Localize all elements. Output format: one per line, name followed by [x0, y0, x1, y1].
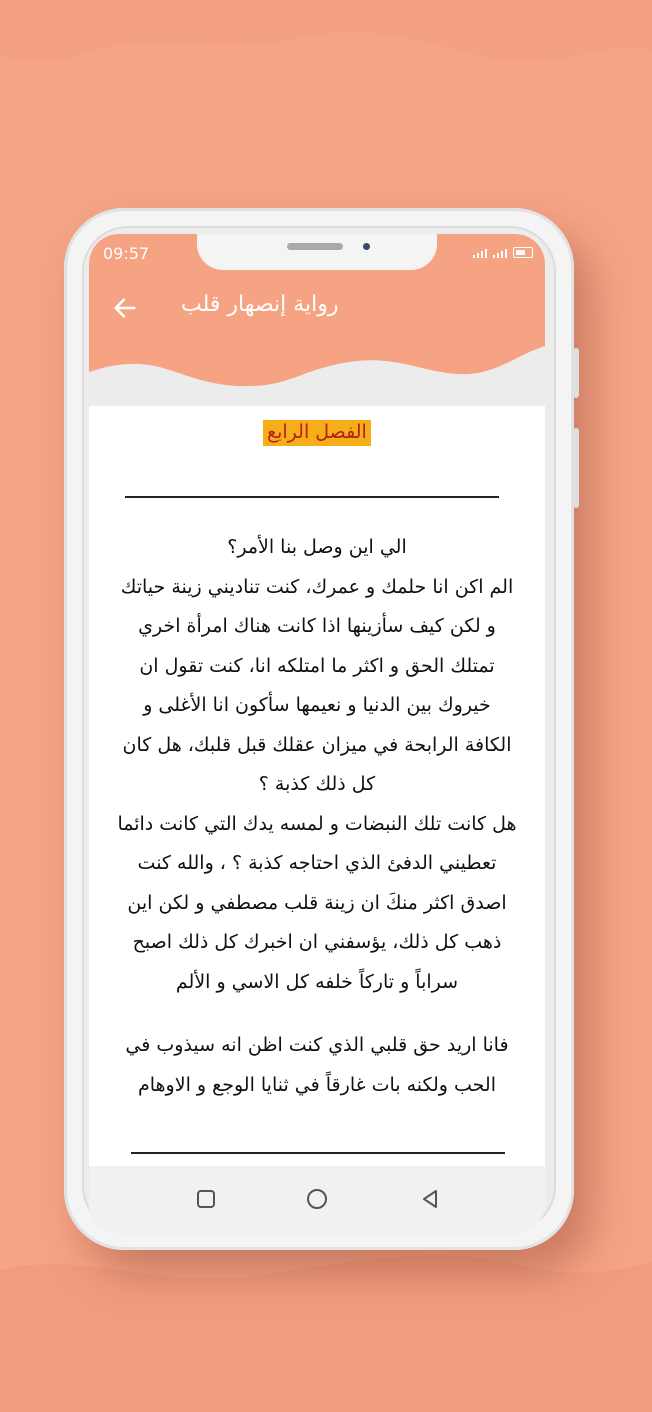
speaker — [287, 243, 343, 250]
text-line: الي اين وصل بنا الأمر؟ — [227, 536, 407, 558]
signal-icon — [473, 249, 487, 258]
volume-button — [573, 348, 579, 398]
app-title: رواية إنصهار قلب — [181, 292, 339, 317]
text-line: الم اكن انا حلمك و عمرك، كنت تناديني زينة حياتك — [120, 575, 514, 598]
battery-icon — [513, 247, 533, 258]
text-line: سراباً و تاركاً خلفه كل الاسي و الألم — [175, 970, 459, 993]
phone-screen — [89, 234, 545, 1234]
chapter-content — [89, 406, 545, 1166]
text-line: خيروك بين الدنيا و نعيمها سأكون انا الأغلى و — [143, 694, 491, 716]
text-line: الكافة الرابحة في ميزان عقلك قبل قلبك، هل كان — [122, 733, 512, 756]
chapter-title: الفصل الرابع — [263, 420, 371, 446]
status-time: 09:57 — [103, 244, 150, 263]
arrow-left-icon[interactable] — [111, 294, 139, 322]
text-line: هل كانت تلك النبضات و لمسه يدك التي كانت دائما — [117, 812, 517, 835]
text-line: كل ذلك كذبة ؟ — [258, 773, 376, 795]
square-icon[interactable] — [193, 1186, 219, 1212]
text-line: تمتلك الحق و اكثر ما امتلكه انا، كنت تقول ان — [139, 654, 495, 677]
system-icons — [473, 247, 533, 258]
text-line: ذهب كل ذلك، يؤسفني ان اخبرك كل ذلك اصبح — [132, 931, 502, 953]
text-line: فانا اريد حق قلبي الذي كنت اظن انه سيذوب في — [125, 1034, 509, 1056]
notch — [197, 234, 437, 270]
front-camera — [363, 243, 370, 250]
paragraph-2 — [95, 1026, 539, 1105]
text-line: و لكن كيف سأزينها اذا كانت هناك امرأة اخري — [138, 615, 496, 637]
text-line: تعطيني الدفئ الذي احتاجه كذبة ؟ ، والله كنت — [137, 852, 497, 874]
header-wave — [89, 342, 545, 406]
signal-icon-2 — [493, 249, 507, 258]
text-line: اصدق اكثر منكَ ان زينة قلب مصطفي و لكن اين — [127, 891, 507, 914]
separator-bottom — [131, 1152, 505, 1154]
status-bar — [89, 234, 545, 274]
separator-top — [125, 496, 499, 498]
triangle-icon[interactable] — [417, 1186, 443, 1212]
power-button — [573, 428, 579, 508]
navigation-bar — [89, 1166, 545, 1234]
circle-icon[interactable] — [304, 1186, 330, 1212]
app-bar — [89, 274, 545, 344]
paragraph-1 — [95, 528, 539, 1002]
text-line: الحب ولكنه بات غارقاً في ثنايا الوجع و الاوهام — [137, 1073, 496, 1096]
